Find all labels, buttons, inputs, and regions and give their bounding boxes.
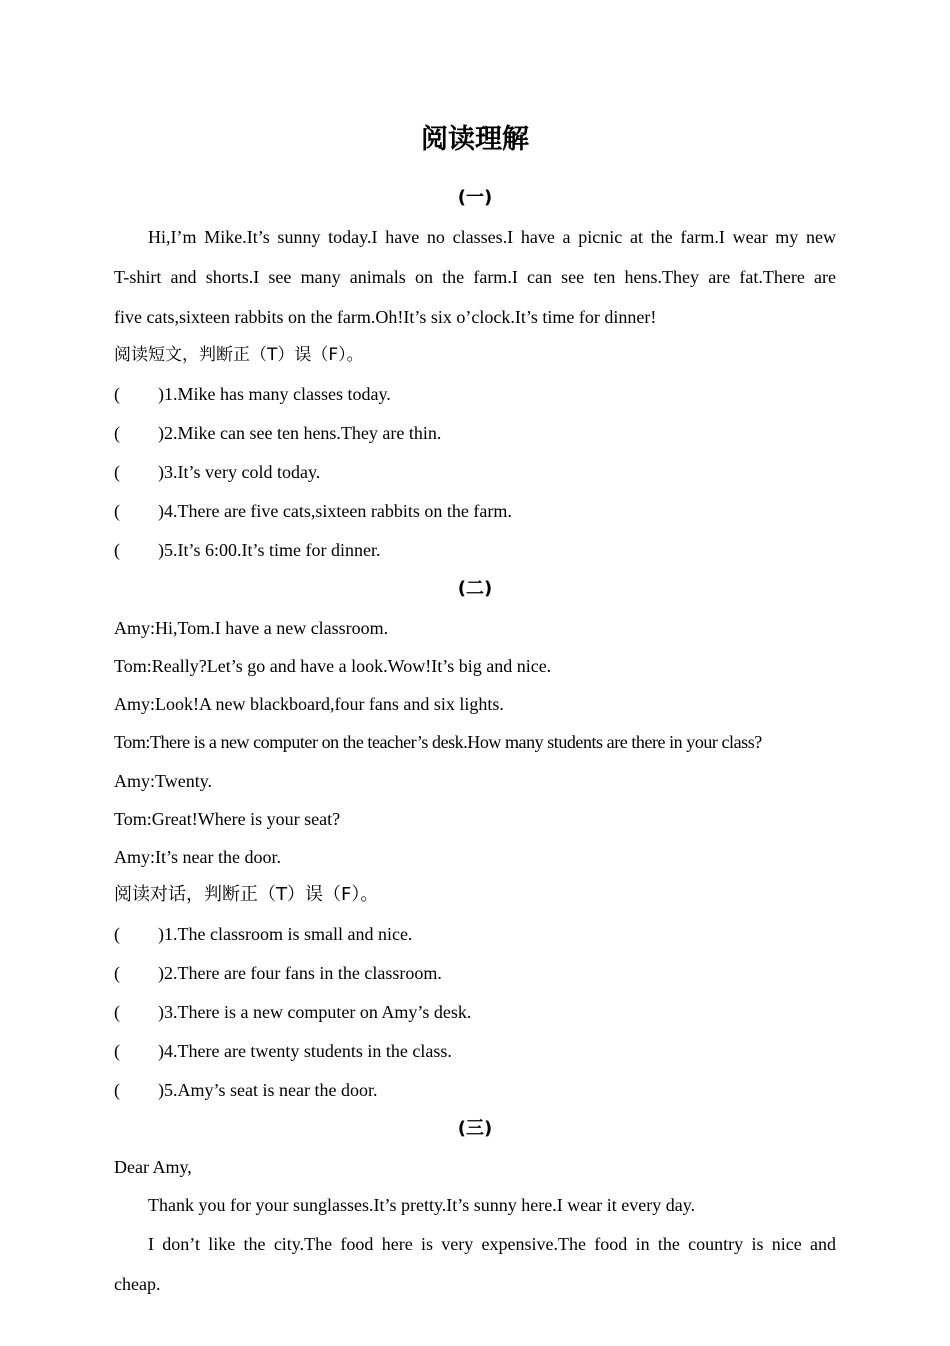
- answer-blank[interactable]: (: [114, 1041, 120, 1061]
- question-text: )4.There are five cats,sixteen rabbits on the farm.: [158, 501, 512, 521]
- question-text: )2.Mike can see ten hens.They are thin.: [158, 423, 442, 443]
- answer-blank[interactable]: (: [114, 963, 120, 983]
- question-text: )1.The classroom is small and nice.: [158, 924, 413, 944]
- answer-blank[interactable]: (: [114, 924, 120, 944]
- answer-blank[interactable]: (: [114, 384, 120, 404]
- letter-paragraph: I don’t like the city.The food here is very expensive.The food in the country is nice and: [148, 1234, 836, 1254]
- dialogue-line: Amy:Hi,Tom.I have a new classroom.: [114, 618, 389, 638]
- question-text: )5.Amy’s seat is near the door.: [158, 1080, 378, 1100]
- dialogue-line: Tom:There is a new computer on the teacher’s desk.How many students are there in your class?: [114, 732, 762, 752]
- passage-line: Hi,I’m Mike.It’s sunny today.I have no classes.I have a picnic at the farm.I wear my new: [148, 227, 836, 247]
- answer-blank[interactable]: (: [114, 501, 120, 521]
- question-text: )2.There are four fans in the classroom.: [158, 963, 442, 983]
- section-1-instruction: 阅读短文，判断正（T）误（F）。: [114, 345, 364, 365]
- answer-blank[interactable]: (: [114, 1002, 120, 1022]
- section-2-instruction: 阅读对话，判断正（T）误（F）。: [114, 884, 379, 905]
- answer-blank[interactable]: (: [114, 462, 120, 482]
- question-text: )3.It’s very cold today.: [158, 462, 321, 482]
- question-text: )1.Mike has many classes today.: [158, 384, 391, 404]
- question-text: )4.There are twenty students in the class.: [158, 1041, 452, 1061]
- dialogue-line: Tom:Really?Let’s go and have a look.Wow!It’s big and nice.: [114, 656, 552, 676]
- answer-blank[interactable]: (: [114, 423, 120, 443]
- question-text: )5.It’s 6:00.It’s time for dinner.: [158, 540, 381, 560]
- dialogue-line: Amy:Twenty.: [114, 771, 213, 791]
- dialogue-line: Tom:Great!Where is your seat?: [114, 809, 341, 829]
- passage-line: five cats,sixteen rabbits on the farm.Oh!It’s six o’clock.It’s time for dinner!: [114, 307, 657, 327]
- answer-blank[interactable]: (: [114, 1080, 120, 1100]
- dialogue-line: Amy:It’s near the door.: [114, 847, 281, 867]
- question-text: )3.There is a new computer on Amy’s desk.: [158, 1002, 472, 1022]
- passage-line: T-shirt and shorts.I see many animals on the farm.I can see ten hens.They are fat.There are: [114, 267, 836, 287]
- page-title: 阅读理解: [421, 124, 529, 155]
- dialogue-line: Amy:Look!A new blackboard,four fans and six lights.: [114, 694, 504, 714]
- letter-paragraph: Thank you for your sunglasses.It’s pretty.It’s sunny here.I wear it every day.: [148, 1195, 696, 1215]
- letter-salutation: Dear Amy,: [114, 1157, 192, 1177]
- answer-blank[interactable]: (: [114, 540, 120, 560]
- section-3-heading: (三): [457, 1118, 493, 1139]
- section-2-heading: (二): [457, 578, 493, 599]
- section-1-heading: (一): [457, 187, 493, 208]
- letter-paragraph: cheap.: [114, 1274, 161, 1294]
